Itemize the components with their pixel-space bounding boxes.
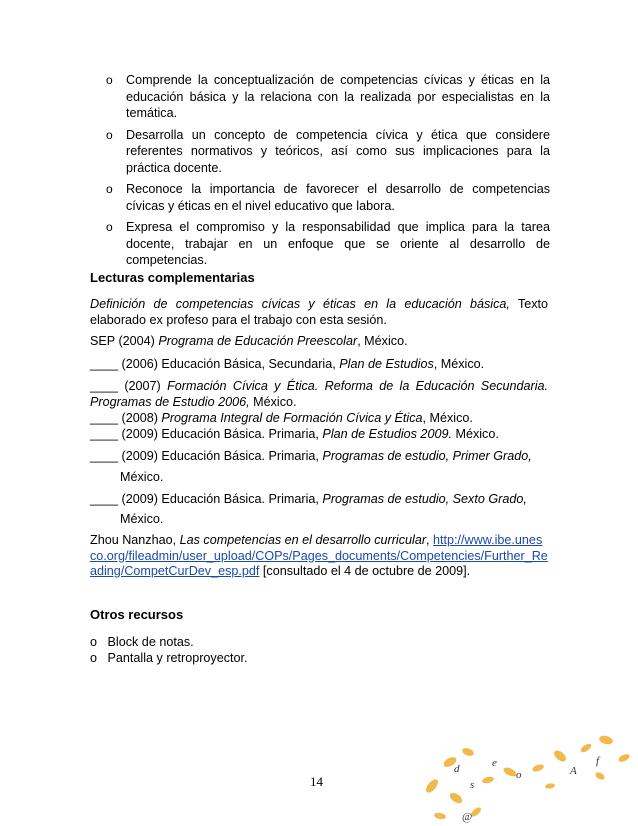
reference-zhou	[90, 533, 548, 580]
reference-2006	[90, 357, 548, 373]
bullet-marker: o	[90, 650, 98, 665]
recursos-section	[90, 607, 548, 622]
svg-text:@: @	[462, 811, 473, 823]
svg-text:e: e	[492, 757, 497, 769]
reference-title: Las competencias en el desarrollo curricular	[179, 533, 427, 547]
list-item	[106, 72, 550, 122]
reference-text: ____ (2009) Educación Básica. Primaria,	[90, 449, 323, 463]
reference-text: ____ (2008)	[90, 411, 162, 425]
reference-link[interactable]: http://www.ibe.unesco.org/fileadmin/user_upload/COPs/Pages_documents/Competencies/Further_Reading/CompetCurDev_esp.pdf	[90, 533, 548, 578]
lecturas-section	[90, 270, 548, 285]
svg-text:s: s	[470, 779, 475, 791]
bullet-marker: o	[106, 220, 113, 234]
reference-text: Zhou Nanzhao,	[90, 533, 180, 547]
reference-title: Plan de Estudios	[339, 357, 434, 371]
reference-definicion	[90, 297, 548, 328]
reference-title: Formación Cívica y Ética. Reforma de la Educación Secundaria. Programas de Estudio 2006,	[90, 379, 548, 409]
leaves-decoration-icon	[410, 728, 638, 824]
reference-text: Texto elaborado ex profeso para el trabajo con esta sesión.	[90, 297, 548, 327]
reference-title: Plan de Estudios 2009.	[322, 427, 452, 441]
section-heading: Otros recursos	[90, 607, 184, 622]
list-item-text: Block de notas.	[107, 635, 194, 649]
reference-text: México.	[249, 394, 297, 409]
bullet-marker: o	[106, 182, 113, 196]
list-item-text: Expresa el compromiso y la responsabilidad que implica para la tarea docente, trabajar en un enfoque que se oriente al desarrollo de competencias.	[126, 220, 550, 267]
reference-2009-sexto	[90, 492, 548, 508]
list-item	[106, 127, 550, 177]
reference-2009-primer	[90, 449, 548, 465]
reference-text: [consultado el 4 de octubre de 2009].	[259, 564, 471, 578]
reference-text: ____ (2007)	[90, 379, 168, 393]
objectives-list	[106, 72, 550, 274]
list-item	[90, 651, 548, 667]
list-item	[90, 635, 548, 651]
reference-text: México.	[120, 470, 164, 484]
recursos-list	[90, 635, 548, 666]
reference-text: México.	[451, 427, 499, 441]
reference-2009-plan	[90, 427, 548, 443]
reference-text: SEP (2004)	[90, 334, 159, 348]
reference-2008	[90, 411, 548, 427]
list-item-text: Reconoce la importancia de favorecer el desarrollo de competencias cívicas y éticas en el nivel educativo que labora.	[126, 182, 550, 213]
reference-title: Programa de Educación Preescolar	[158, 334, 358, 348]
section-heading: Lecturas complementarias	[90, 270, 255, 285]
reference-text: ,	[426, 533, 430, 547]
bullet-marker: o	[106, 127, 113, 142]
reference-2007	[90, 379, 548, 410]
svg-text:d: d	[454, 763, 460, 775]
reference-text: , México.	[422, 411, 473, 425]
reference-title: Definición de competencias cívicas y éticas en la educación básica,	[90, 297, 510, 311]
list-item-text: Comprende la conceptualización de competencias cívicas y éticas en la educación básica y la relaciona con la realizada por especialistas en la temática.	[126, 73, 550, 120]
list-item	[106, 181, 550, 214]
reference-title: Programas de estudio, Primer Grado,	[322, 449, 532, 463]
reference-text: ____ (2009) Educación Básica. Primaria,	[90, 427, 323, 441]
reference-title: Programas de estudio, Sexto Grado,	[322, 492, 527, 506]
svg-text:A: A	[570, 765, 577, 777]
reference-continuation	[90, 470, 548, 486]
svg-text:o: o	[516, 769, 522, 781]
reference-text: , México.	[433, 357, 485, 371]
reference-text: , México.	[357, 334, 408, 348]
reference-text: ____ (2006) Educación Básica, Secundaria,	[90, 357, 340, 371]
list-item-text: Desarrolla un concepto de competencia cívica y ética que considere referentes normativos y teóricos, así como sus implicaciones para la práctica docente.	[126, 127, 550, 175]
reference-text: ____ (2009) Educación Básica. Primaria,	[90, 492, 323, 506]
bullet-marker: o	[90, 635, 98, 649]
reference-continuation	[90, 512, 548, 528]
list-item-text: Pantalla y retroproyector.	[107, 650, 248, 665]
list-item	[106, 219, 550, 269]
reference-text: México.	[120, 512, 164, 526]
reference-title: Programa Integral de Formación Cívica y Ética	[161, 411, 423, 425]
reference-sep-2004	[90, 334, 548, 350]
svg-text:f: f	[596, 755, 600, 767]
page-number: 14	[310, 774, 323, 789]
bullet-marker: o	[106, 73, 113, 87]
